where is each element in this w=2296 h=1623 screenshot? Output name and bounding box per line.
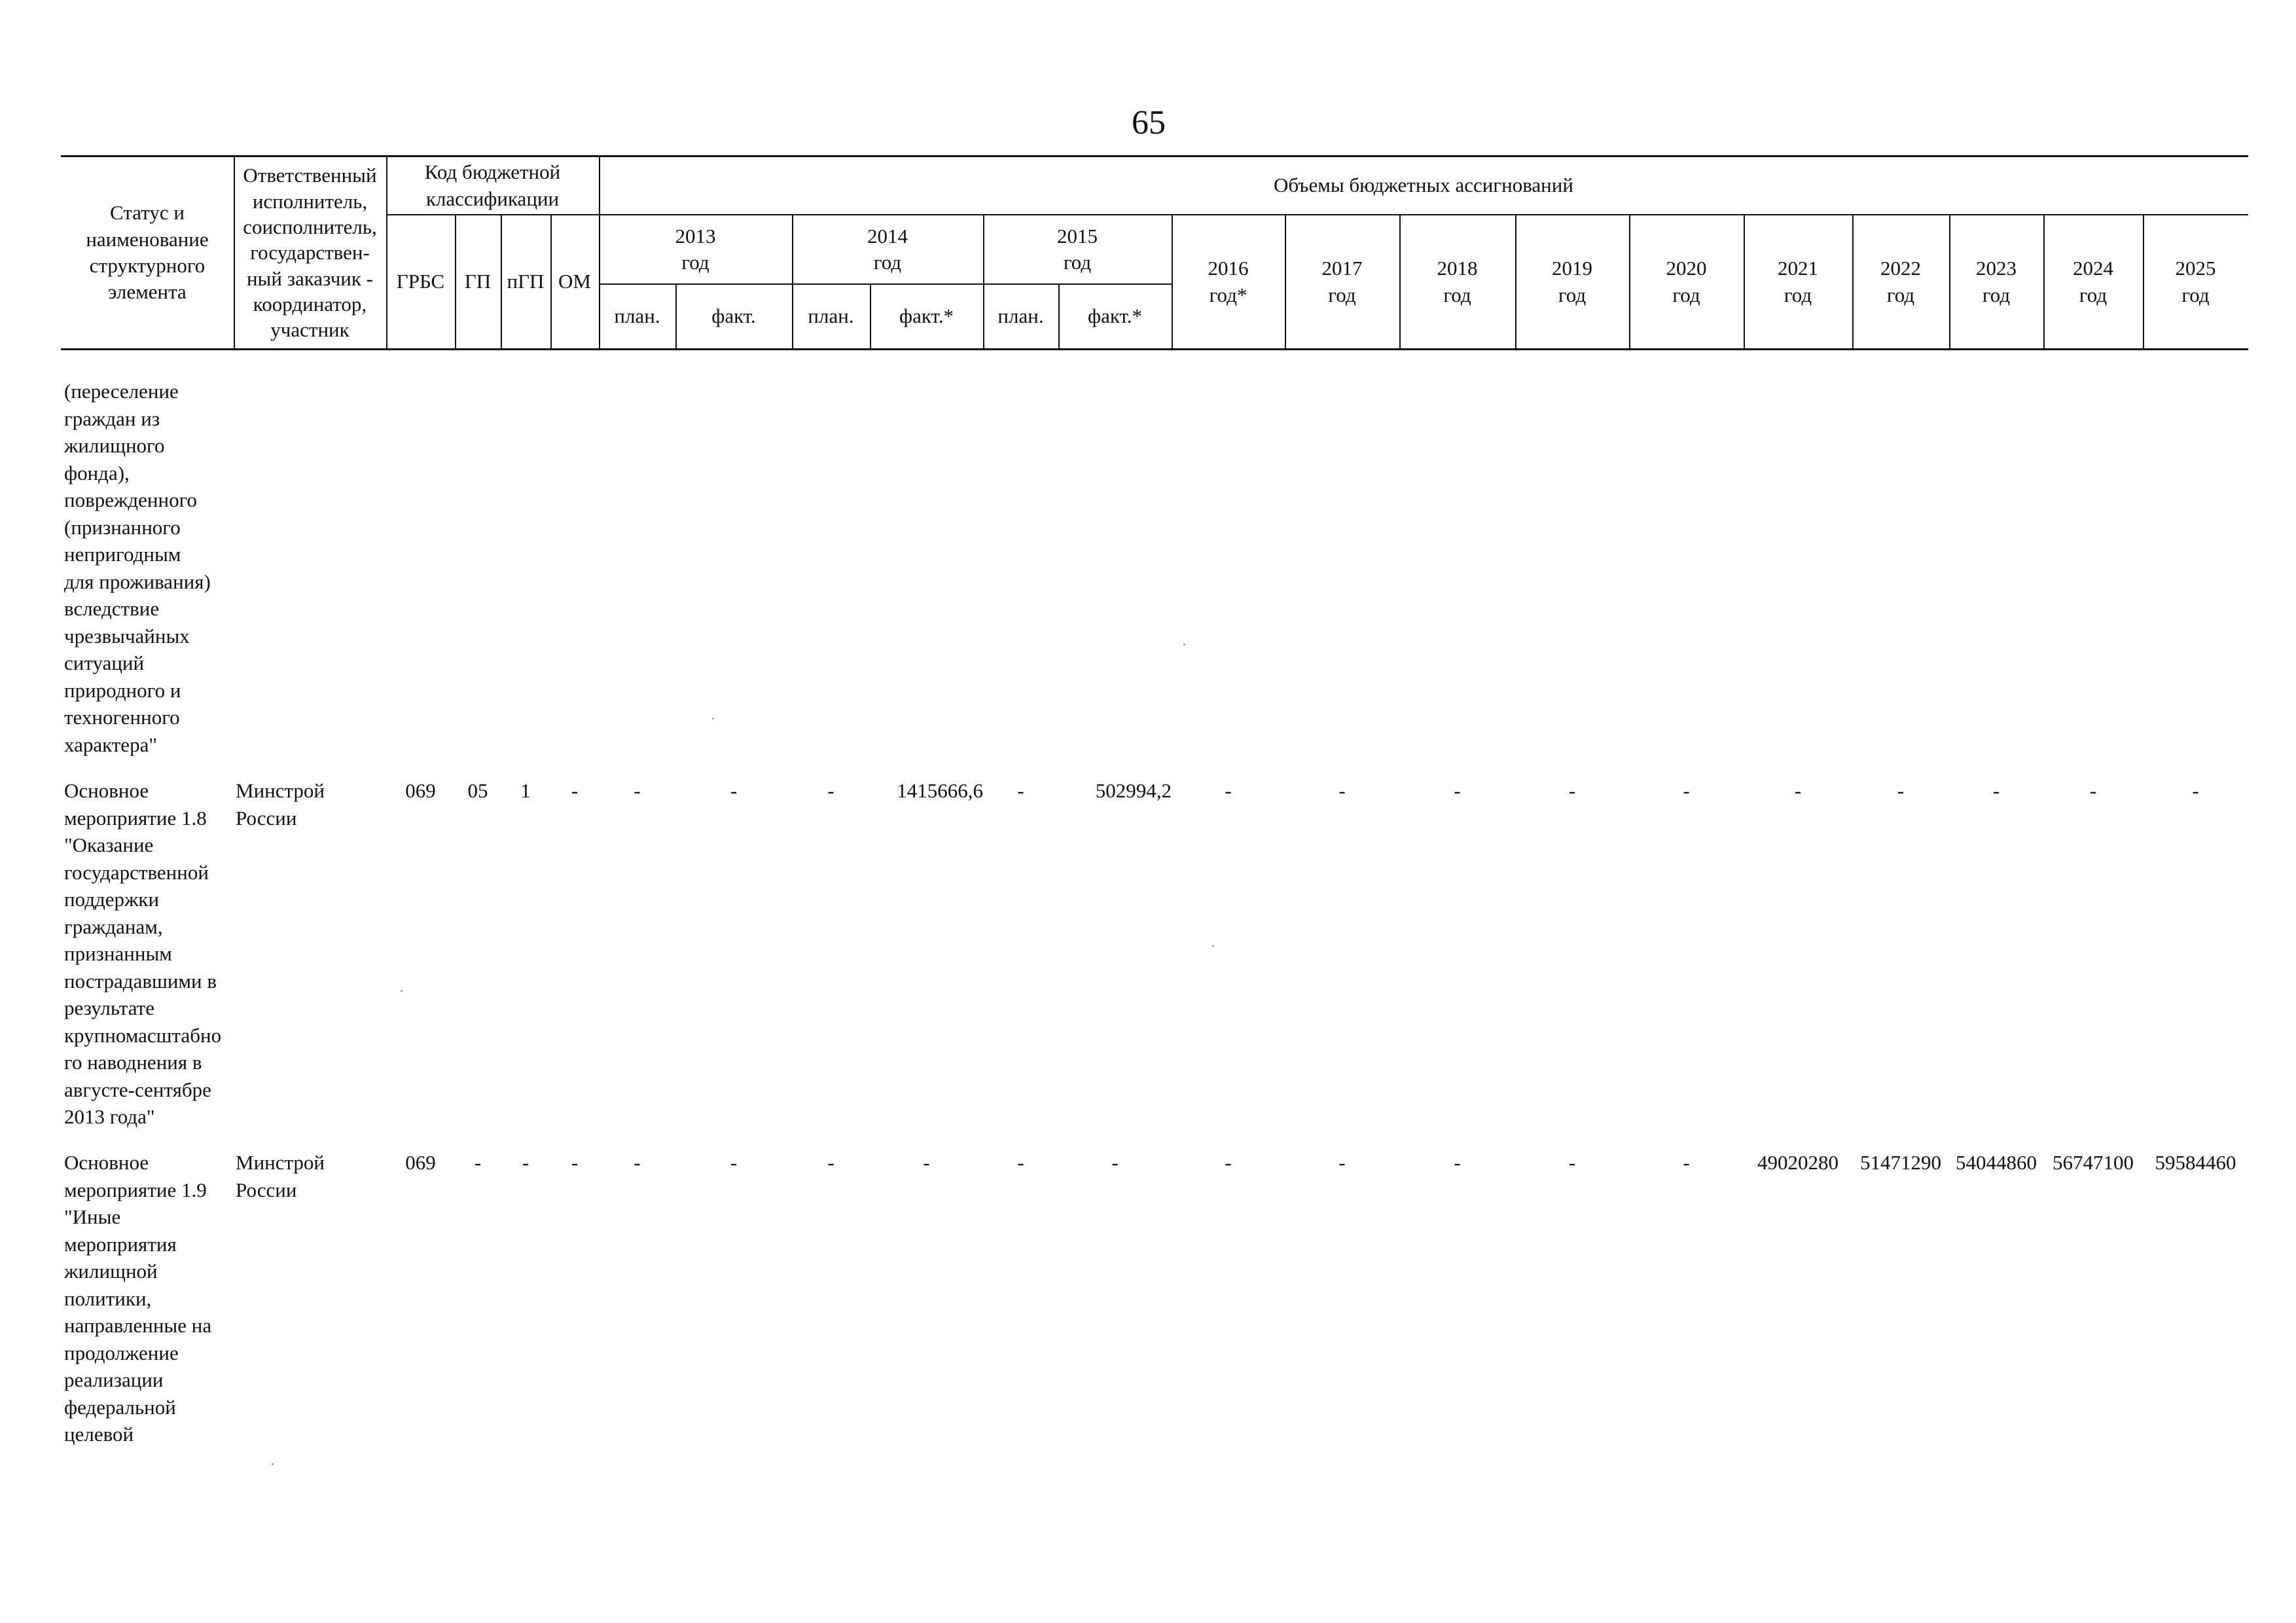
row-gp: 05 xyxy=(467,779,488,802)
header-year-2024: 2024 год xyxy=(2073,257,2113,306)
scan-speck xyxy=(712,718,714,720)
row-2023: 54044860 xyxy=(1956,1151,2037,1174)
row-om: - xyxy=(571,1151,579,1174)
header-budget-code: Код бюджетной классификации xyxy=(424,160,561,210)
header-year-2016: 2016 год* xyxy=(1208,257,1249,306)
row-fact-2013: - xyxy=(730,1151,738,1174)
row-plan-2015: - xyxy=(1017,1151,1024,1174)
header-year-2014: 2014 год xyxy=(867,224,908,274)
row-fact-2014: - xyxy=(923,1151,930,1174)
row-grbs: 069 xyxy=(405,779,436,802)
header-year-2019: 2019 год xyxy=(1552,257,1592,306)
row-2020: - xyxy=(1683,779,1690,802)
row-fact-2015: 502994,2 xyxy=(1095,779,1172,802)
row-2025: 59584460 xyxy=(2155,1151,2236,1174)
header-year-2020: 2020 год xyxy=(1666,257,1707,306)
row-plan-2013: - xyxy=(634,1151,641,1174)
table-header xyxy=(61,154,2248,352)
scan-speck xyxy=(401,990,403,992)
row-plan-2015: - xyxy=(1017,779,1024,802)
row-name: Основное мероприятие 1.9 "Иные мероприятия жилищной политики, направленные на продолжение реализации федеральной целевой xyxy=(64,1151,212,1446)
scan-speck xyxy=(1183,644,1185,646)
header-gp: ГП xyxy=(464,270,492,293)
row-2025: - xyxy=(2192,779,2199,802)
row-pgp: - xyxy=(522,1151,529,1174)
row-plan-2014: - xyxy=(827,1151,834,1174)
row-executor: Минстрой России xyxy=(236,779,325,830)
row-2016: - xyxy=(1225,1151,1232,1174)
row-2019: - xyxy=(1568,1151,1576,1174)
header-fact-2013: факт. xyxy=(711,304,756,328)
header-pgp: пГП xyxy=(507,270,545,293)
page-number: 65 xyxy=(1132,104,1166,141)
row-2018: - xyxy=(1454,1151,1461,1174)
row-2024: 56747100 xyxy=(2053,1151,2134,1174)
row-name: Основное мероприятие 1.8 "Оказание государственной поддержки гражданам, признанным пострадавшими в результате крупномасштабно го наводнения в августе-сентябре 2013 года" xyxy=(64,779,222,1128)
row-2021: - xyxy=(1794,779,1802,802)
row-om: - xyxy=(571,779,579,802)
continuation-text: (переселение граждан из жилищного фонда), поврежденного (признанного непригодным для проживания) вследствие чрезвычайных ситуаций природного и техногенного характера" xyxy=(64,380,211,756)
header-grbs: ГРБС xyxy=(396,270,445,293)
header-fact-2015: факт.* xyxy=(1088,304,1142,328)
header-plan-2013: план. xyxy=(614,304,660,328)
row-2021: 49020280 xyxy=(1757,1151,1839,1174)
header-plan-2015: план. xyxy=(997,304,1044,328)
row-2022: 51471290 xyxy=(1860,1151,1941,1174)
header-year-2025: 2025 год xyxy=(2175,257,2216,306)
row-2017: - xyxy=(1338,779,1346,802)
row-2022: - xyxy=(1897,779,1905,802)
header-year-2018: 2018 год xyxy=(1437,257,1478,306)
scan-speck xyxy=(272,1463,274,1465)
header-om: ОМ xyxy=(558,270,591,293)
row-grbs: 069 xyxy=(405,1151,436,1174)
header-year-2023: 2023 год xyxy=(1976,257,2017,306)
row-2020: - xyxy=(1683,1151,1690,1174)
row-2016: - xyxy=(1225,779,1232,802)
header-plan-2014: план. xyxy=(808,304,854,328)
row-fact-2015: - xyxy=(1111,1151,1119,1174)
row-plan-2014: - xyxy=(827,779,834,802)
row-executor: Минстрой России xyxy=(236,1151,325,1201)
row-gp: - xyxy=(474,1151,482,1174)
header-year-2021: 2021 год xyxy=(1778,257,1818,306)
scan-speck xyxy=(1212,945,1214,947)
header-volumes: Объемы бюджетных ассигнований xyxy=(1274,173,1573,197)
header-year-2015: 2015 год xyxy=(1057,224,1098,274)
header-bottom-border xyxy=(61,348,2248,350)
row-fact-2014: 1415666,6 xyxy=(897,779,983,802)
header-year-2022: 2022 год xyxy=(1880,257,1921,306)
row-2023: - xyxy=(1992,779,2000,802)
row-2017: - xyxy=(1338,1151,1346,1174)
row-pgp: 1 xyxy=(520,779,531,802)
header-fact-2014: факт.* xyxy=(899,304,954,328)
row-fact-2013: - xyxy=(730,779,738,802)
row-2019: - xyxy=(1568,779,1576,802)
header-status: Статус и наименование структурного элемента xyxy=(86,201,209,304)
row-plan-2013: - xyxy=(634,779,641,802)
row-2024: - xyxy=(2089,779,2097,802)
row-2018: - xyxy=(1454,779,1461,802)
header-executor: Ответственный исполнитель, соисполнитель, государствен- ный заказчик - координатор, участник xyxy=(243,164,377,342)
header-year-2013: 2013 год xyxy=(675,224,716,274)
header-year-2017: 2017 год xyxy=(1321,257,1363,306)
